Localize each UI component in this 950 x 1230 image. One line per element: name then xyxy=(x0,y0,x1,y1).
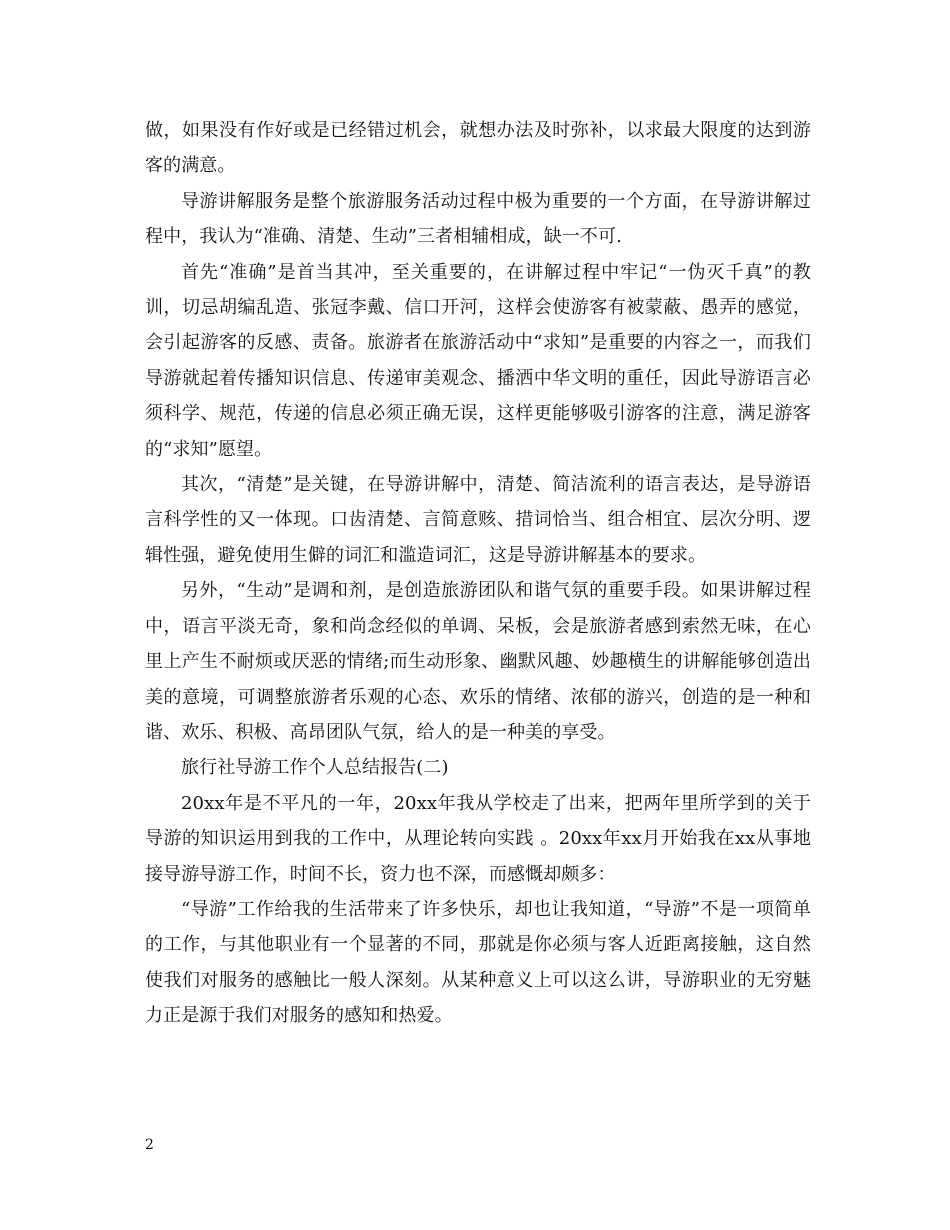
paragraph-2: 导游讲解服务是整个旅游服务活动过程中极为重要的一个方面，在导游讲解过程中，我认为“准确、清楚、生动”三者相辅相成，缺一不可. xyxy=(145,190,811,248)
paragraph-6: 20xx年是不平凡的一年，20xx年我从学校走了出来，把两年里所学到的关于导游的知识运用到我的工作中，从理论转向实践 。20xx年xx月开始我在xx从事地接导游导游工作，时间不长，资力也不深，而感慨却颇多： xyxy=(145,792,811,885)
page-number: 2 xyxy=(145,1137,154,1153)
section-heading: 旅行社导游工作个人总结报告(二) xyxy=(181,757,449,779)
paragraph-3: 首先“准确”是首当其冲，至关重要的，在讲解过程中牢记“一伪灭千真”的教训，切忌胡编乱造、张冠李戴、信口开河，这样会使游客有被蒙蔽、愚弄的感觉，会引起游客的反感、责备。旅游者在旅游活动中“求知”是重要的内容之一，而我们导游就起着传播知识信息、传递审美观念、播洒中华文明的重任，因此导游语言必须科学、规范，传递的信息必须正确无误，这样更能够吸引游客的注意，满足游客的“求知”愿望。 xyxy=(145,261,811,460)
body-text xyxy=(145,113,811,1034)
paragraph-7: “导游”工作给我的生活带来了许多快乐，却也让我知道，“导游”不是一项简单的工作，与其他职业有一个显著的不同，那就是你必须与客人近距离接触，这自然使我们对服务的感触比一般人深刻。从某种意义上可以这么讲，导游职业的无穷魅力正是源于我们对服务的感知和热爱。 xyxy=(145,898,811,1027)
paragraph-1: 做，如果没有作好或是已经错过机会，就想办法及时弥补，以求最大限度的达到游客的满意。 xyxy=(145,120,811,177)
paragraph-5: 另外，“生动”是调和剂，是创造旅游团队和谐气氛的重要手段。如果讲解过程中，语言平淡无奇，象和尚念经似的单调、呆板，会是旅游者感到索然无味，在心里上产生不耐烦或厌恶的情绪;而生动形象、幽默风趣、妙趣横生的讲解能够创造出美的意境，可调整旅游者乐观的心态、欢乐的情绪、浓郁的游兴，创造的是一种和谐、欢乐、积极、高昂团队气氛，给人的是一种美的享受。 xyxy=(145,580,811,743)
paragraph-4: 其次，“清楚”是关键，在导游讲解中，清楚、简洁流利的语言表达，是导游语言科学性的又一体现。口齿清楚、言简意赅、措词恰当、组合相宜、层次分明、逻辑性强，避免使用生僻的词汇和滥造词汇，这是导游讲解基本的要求。 xyxy=(145,474,811,566)
